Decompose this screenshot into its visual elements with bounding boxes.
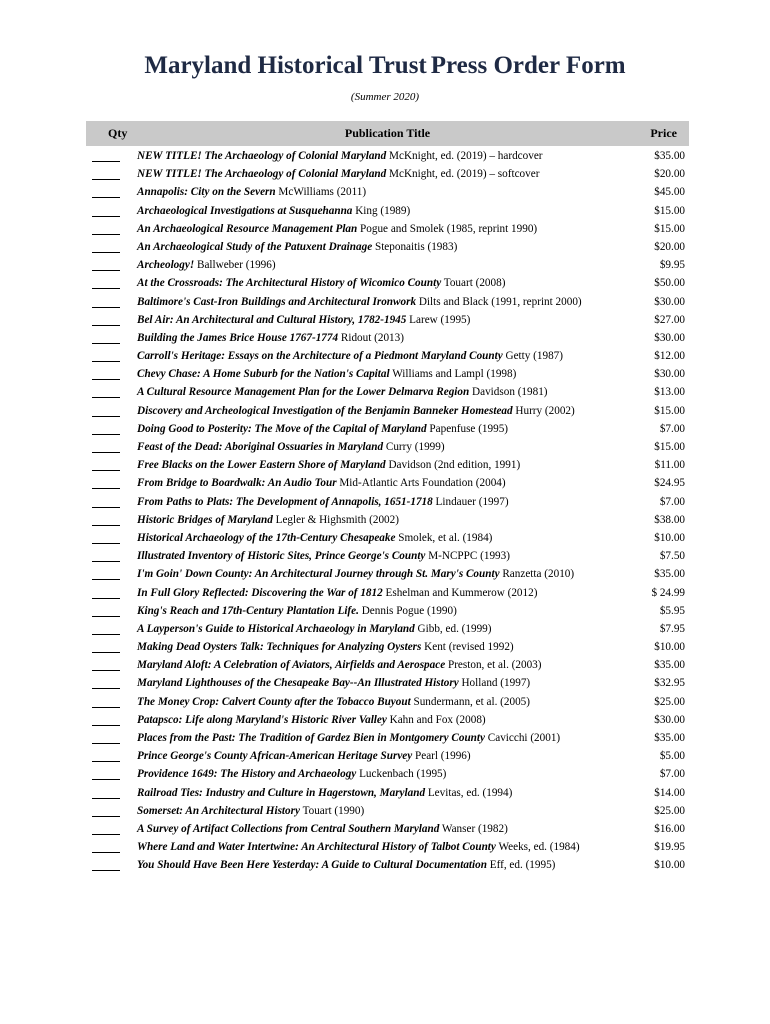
publication-details: Eshelman and Kummerow (2012) (382, 586, 538, 599)
publication-entry (137, 168, 539, 180)
publication-price: $20.00 (654, 240, 685, 253)
publication-entry (137, 277, 505, 289)
publication-price: $50.00 (654, 277, 685, 290)
publication-title: From Bridge to Boardwalk: An Audio Tour (137, 477, 337, 490)
table-row (0, 676, 770, 694)
publication-title: Archeology! (137, 259, 195, 272)
publication-entry (137, 550, 510, 562)
publication-details: Hurry (2002) (512, 404, 575, 417)
table-row (0, 422, 770, 440)
publication-details: Luckenbach (1995) (356, 768, 447, 781)
publication-entry (137, 587, 537, 599)
qty-blank-field[interactable] (92, 206, 120, 217)
publication-title: Making Dead Oysters Talk: Techniques for Analyzing Oysters (137, 641, 422, 654)
publication-price: $ 24.99 (651, 586, 685, 599)
header-price: Price (650, 126, 677, 140)
publication-details: Ranzetta (2010) (499, 568, 575, 581)
publication-title: Carroll's Heritage: Essays on the Architecture of a Piedmont Maryland County (137, 350, 503, 363)
publication-price: $30.00 (654, 331, 685, 344)
publication-price: $7.50 (659, 550, 685, 563)
publication-entry (137, 568, 574, 580)
qty-blank-field[interactable] (92, 497, 120, 508)
publication-price: $35.00 (654, 150, 685, 162)
publication-details: M-NCPPC (1993) (425, 550, 510, 563)
publication-entry (137, 859, 555, 871)
qty-blank-field[interactable] (92, 715, 120, 726)
qty-blank-field[interactable] (92, 624, 120, 635)
publication-entry (137, 150, 543, 162)
qty-blank-field[interactable] (92, 606, 120, 617)
publication-title: Maryland Lighthouses of the Chesapeake Bay--An Illustrated History (137, 677, 459, 690)
qty-blank-field[interactable] (92, 369, 120, 380)
publication-title: Railroad Ties: Industry and Culture in Hagerstown, Maryland (137, 786, 426, 799)
table-row (0, 767, 770, 785)
qty-blank-field[interactable] (92, 824, 120, 835)
table-row (0, 313, 770, 331)
qty-blank-field[interactable] (92, 351, 120, 362)
publication-price: $7.00 (659, 495, 685, 508)
publication-entry (137, 441, 445, 453)
qty-blank-field[interactable] (92, 806, 120, 817)
qty-blank-field[interactable] (92, 551, 120, 562)
table-row (0, 167, 770, 185)
qty-blank-field[interactable] (92, 169, 120, 180)
qty-blank-field[interactable] (92, 387, 120, 398)
publication-details: Smolek, et al. (1984) (395, 531, 493, 544)
publication-price: $19.95 (654, 841, 685, 854)
publication-title: NEW TITLE! The Archaeology of Colonial Maryland (137, 168, 387, 181)
qty-blank-field[interactable] (92, 769, 120, 780)
table-row (0, 331, 770, 349)
qty-blank-field[interactable] (92, 460, 120, 471)
qty-blank-field[interactable] (92, 588, 120, 599)
table-row (0, 367, 770, 385)
publication-title: Somerset: An Architectural History (137, 804, 300, 817)
table-row (0, 258, 770, 276)
publication-details: Preston, et al. (2003) (445, 659, 542, 672)
qty-blank-field[interactable] (92, 569, 120, 580)
publication-price: $9.95 (659, 259, 685, 272)
qty-blank-field[interactable] (92, 678, 120, 689)
table-row (0, 476, 770, 494)
publication-price: $13.00 (654, 386, 685, 399)
publication-title: An Archaeological Resource Management Plan (137, 222, 358, 235)
table-row (0, 804, 770, 822)
publication-title: Illustrated Inventory of Historic Sites, Prince George's County (137, 550, 426, 563)
table-row (0, 822, 770, 840)
publication-title: NEW TITLE! The Archaeology of Colonial Maryland (137, 150, 387, 162)
publication-entry (137, 514, 399, 526)
publication-entry (137, 696, 530, 708)
qty-blank-field[interactable] (92, 733, 120, 744)
publication-entry (137, 677, 530, 689)
publication-entry (137, 423, 508, 435)
table-row (0, 786, 770, 804)
table-row (0, 567, 770, 585)
publication-entry (137, 532, 492, 544)
publication-entry (137, 841, 580, 853)
publication-title: Historic Bridges of Maryland (137, 513, 273, 526)
publication-details: King (1989) (352, 204, 411, 217)
publication-title: An Archaeological Study of the Patuxent Drainage (137, 240, 373, 253)
publication-entry (137, 659, 542, 671)
table-row (0, 858, 770, 876)
publication-price: $15.00 (654, 222, 685, 235)
table-row (0, 713, 770, 731)
publication-entry (137, 823, 508, 835)
publication-details: Sundermann, et al. (2005) (410, 695, 530, 708)
publication-price: $45.00 (654, 186, 685, 199)
qty-blank-field[interactable] (92, 315, 120, 326)
header-qty: Qty (108, 126, 128, 140)
publication-price: $15.00 (654, 404, 685, 417)
publication-title: The Money Crop: Calvert County after the Tobacco Buyout (137, 695, 411, 708)
publication-details: Dilts and Black (1991, reprint 2000) (416, 295, 582, 308)
publication-entry (137, 223, 537, 235)
table-row (0, 549, 770, 567)
publication-details: Kent (revised 1992) (421, 641, 514, 654)
publication-details: Ballweber (1996) (194, 259, 276, 272)
table-row (0, 731, 770, 749)
publication-title: Maryland Aloft: A Celebration of Aviators, Airfields and Aerospace (137, 659, 446, 672)
publication-title: In Full Glory Reflected: Discovering the War of 1812 (137, 586, 383, 599)
publication-entry (137, 459, 520, 471)
table-row (0, 240, 770, 258)
publication-details: Williams and Lampl (1998) (389, 368, 517, 381)
publication-entry (137, 205, 410, 217)
qty-blank-field[interactable] (92, 406, 120, 417)
publication-entry (137, 259, 276, 271)
publication-details: Davidson (2nd edition, 1991) (385, 459, 521, 472)
table-row (0, 295, 770, 313)
table-row (0, 749, 770, 767)
publication-entry (137, 186, 366, 198)
publication-title: Places from the Past: The Tradition of Gardez Bien in Montgomery County (137, 732, 485, 744)
publication-title: Free Blacks on the Lower Eastern Shore of Maryland (137, 459, 386, 472)
table-row (0, 440, 770, 458)
publication-price: $20.00 (654, 168, 685, 181)
publication-entry (137, 605, 457, 617)
publication-title: At the Crossroads: The Architectural History of Wicomico County (137, 277, 442, 290)
publication-title: A Cultural Resource Management Plan for the Lower Delmarva Region (137, 386, 470, 399)
publication-details: Pearl (1996) (412, 750, 471, 763)
publication-details: McWilliams (2011) (275, 186, 367, 199)
table-row (0, 840, 770, 858)
publication-price: $30.00 (654, 713, 685, 726)
publication-entry (137, 805, 364, 817)
publication-price: $15.00 (654, 204, 685, 217)
page-subtitle: (Summer 2020) (350, 91, 420, 103)
publication-entry (137, 241, 457, 253)
table-row (0, 276, 770, 294)
qty-blank-field[interactable] (92, 424, 120, 435)
table-row (0, 349, 770, 367)
publication-price: $24.95 (654, 477, 685, 490)
publication-details: Kahn and Fox (2008) (386, 713, 486, 726)
table-row (0, 149, 770, 167)
publication-details: Eff, ed. (1995) (486, 859, 556, 872)
publication-price: $16.00 (654, 822, 685, 835)
publication-price: $10.00 (654, 859, 685, 872)
publication-entry (137, 296, 582, 308)
publication-title: Providence 1649: The History and Archaeology (137, 768, 357, 781)
qty-blank-field[interactable] (92, 242, 120, 253)
publication-title: A Survey of Artifact Collections from Central Southern Maryland (137, 822, 440, 835)
qty-blank-field[interactable] (92, 260, 120, 271)
publication-price: $15.00 (654, 441, 685, 453)
qty-blank-field[interactable] (92, 224, 120, 235)
qty-blank-field[interactable] (92, 478, 120, 489)
table-row (0, 622, 770, 640)
publication-price: $30.00 (654, 368, 685, 381)
publication-details: Pogue and Smolek (1985, reprint 1990) (357, 222, 538, 235)
publication-entry (137, 332, 404, 344)
publication-price: $27.00 (654, 313, 685, 326)
publication-price: $35.00 (654, 659, 685, 672)
publication-details: Levitas, ed. (1994) (425, 786, 513, 799)
qty-blank-field[interactable] (92, 860, 120, 871)
publication-price: $35.00 (654, 732, 685, 744)
publication-entry (137, 732, 560, 744)
publication-title: You Should Have Been Here Yesterday: A Guide to Cultural Documentation (137, 859, 487, 872)
publication-details: Legler & Highsmith (2002) (272, 513, 399, 526)
table-row (0, 586, 770, 604)
publication-price: $10.00 (654, 531, 685, 544)
title-part-1: Maryland Historical Trust (144, 52, 427, 79)
publication-details: Cavicchi (2001) (484, 732, 561, 744)
qty-blank-field[interactable] (92, 642, 120, 653)
qty-blank-field[interactable] (92, 697, 120, 708)
table-header (86, 121, 689, 146)
publication-entry (137, 768, 446, 780)
publication-title: King's Reach and 17th-Century Plantation Life. (137, 604, 359, 617)
publication-details: Steponaitis (1983) (372, 240, 458, 253)
publication-price: $38.00 (654, 513, 685, 526)
publication-price: $14.00 (654, 786, 685, 799)
publication-title: Chevy Chase: A Home Suburb for the Nation's Capital (137, 368, 390, 381)
table-row (0, 458, 770, 476)
publication-entry (137, 368, 516, 380)
publication-title: A Layperson's Guide to Historical Archaeology in Maryland (137, 622, 415, 635)
publication-details: Weeks, ed. (1984) (495, 841, 580, 854)
publication-entry (137, 787, 512, 799)
publication-price: $32.95 (654, 677, 685, 690)
publication-entry (137, 750, 471, 762)
publication-details: Ridout (2013) (338, 331, 404, 344)
publication-entry (137, 477, 506, 489)
publication-price: $7.00 (659, 768, 685, 781)
qty-blank-field[interactable] (92, 660, 120, 671)
publication-details: Dennis Pogue (1990) (358, 604, 457, 617)
qty-blank-field[interactable] (92, 788, 120, 799)
table-row (0, 204, 770, 222)
qty-blank-field[interactable] (92, 151, 120, 162)
publication-price: $5.00 (659, 750, 685, 763)
qty-blank-field[interactable] (92, 533, 120, 544)
publication-title: Bel Air: An Architectural and Cultural History, 1782-1945 (137, 313, 407, 326)
table-row (0, 604, 770, 622)
page-title (0, 52, 770, 80)
publication-price: $7.00 (659, 422, 685, 435)
publication-price: $5.95 (659, 604, 685, 617)
publication-details: Holland (1997) (458, 677, 531, 690)
table-row (0, 495, 770, 513)
qty-blank-field[interactable] (92, 442, 120, 453)
publication-details: Mid-Atlantic Arts Foundation (2004) (336, 477, 506, 490)
table-row (0, 385, 770, 403)
publication-details: McKnight, ed. (2019) – hardcover (386, 150, 543, 162)
header-title: Publication Title (344, 126, 431, 140)
publication-details: Touart (1990) (299, 804, 365, 817)
publication-title: Baltimore's Cast-Iron Buildings and Architectural Ironwork (137, 295, 417, 308)
publication-title: Historical Archaeology of the 17th-Century Chesapeake (137, 531, 396, 544)
publication-title: Building the James Brice House 1767-1774 (137, 331, 339, 344)
publication-entry (137, 386, 548, 398)
publication-entry (137, 350, 563, 362)
publication-details: Getty (1987) (502, 350, 563, 363)
publication-details: Wanser (1982) (439, 822, 508, 835)
publication-details: Larew (1995) (406, 313, 471, 326)
publication-list (0, 149, 770, 877)
publication-entry (137, 496, 509, 508)
publication-entry (137, 714, 486, 726)
publication-title: Archaeological Investigations at Susquehanna (137, 204, 353, 217)
qty-blank-field[interactable] (92, 187, 120, 198)
publication-details: Lindauer (1997) (432, 495, 509, 508)
publication-entry (137, 623, 492, 635)
publication-title: Annapolis: City on the Severn (137, 186, 276, 199)
publication-details: Gibb, ed. (1999) (414, 622, 492, 635)
publication-price: $7.95 (659, 622, 685, 635)
table-row (0, 513, 770, 531)
publication-title: Discovery and Archeological Investigation of the Benjamin Banneker Homestead (137, 404, 513, 417)
table-row (0, 531, 770, 549)
table-row (0, 222, 770, 240)
publication-title: Doing Good to Posterity: The Move of the Capital of Maryland (137, 422, 427, 435)
publication-price: $25.00 (654, 695, 685, 708)
table-row (0, 695, 770, 713)
publication-details: Touart (2008) (441, 277, 506, 290)
table-row (0, 404, 770, 422)
publication-price: $35.00 (654, 568, 685, 581)
qty-blank-field[interactable] (92, 297, 120, 308)
table-row (0, 640, 770, 658)
qty-blank-field[interactable] (92, 842, 120, 853)
publication-title: Prince George's County African-American Heritage Survey (137, 750, 413, 763)
publication-price: $30.00 (654, 295, 685, 308)
title-part-2: Press Order Form (430, 52, 626, 79)
publication-entry (137, 314, 470, 326)
publication-price: $25.00 (654, 804, 685, 817)
publication-price: $10.00 (654, 641, 685, 654)
table-row (0, 658, 770, 676)
publication-title: Feast of the Dead: Aboriginal Ossuaries in Maryland (137, 441, 384, 453)
qty-blank-field[interactable] (92, 751, 120, 762)
table-row (0, 185, 770, 203)
publication-details: McKnight, ed. (2019) – softcover (386, 168, 540, 181)
qty-blank-field[interactable] (92, 515, 120, 526)
publication-details: Papenfuse (1995) (426, 422, 509, 435)
publication-entry (137, 405, 575, 417)
publication-details: Curry (1999) (383, 441, 445, 453)
publication-price: $11.00 (654, 459, 685, 472)
qty-blank-field[interactable] (92, 333, 120, 344)
publication-entry (137, 641, 514, 653)
publication-title: Where Land and Water Intertwine: An Architectural History of Talbot County (137, 841, 496, 854)
publication-title: Patapsco: Life along Maryland's Historic River Valley (137, 713, 387, 726)
publication-details: Davidson (1981) (469, 386, 548, 399)
publication-title: I'm Goin' Down County: An Architectural Journey through St. Mary's County (137, 568, 500, 581)
publication-price: $12.00 (654, 350, 685, 363)
publication-title: From Paths to Plats: The Development of Annapolis, 1651-1718 (137, 495, 433, 508)
qty-blank-field[interactable] (92, 278, 120, 289)
